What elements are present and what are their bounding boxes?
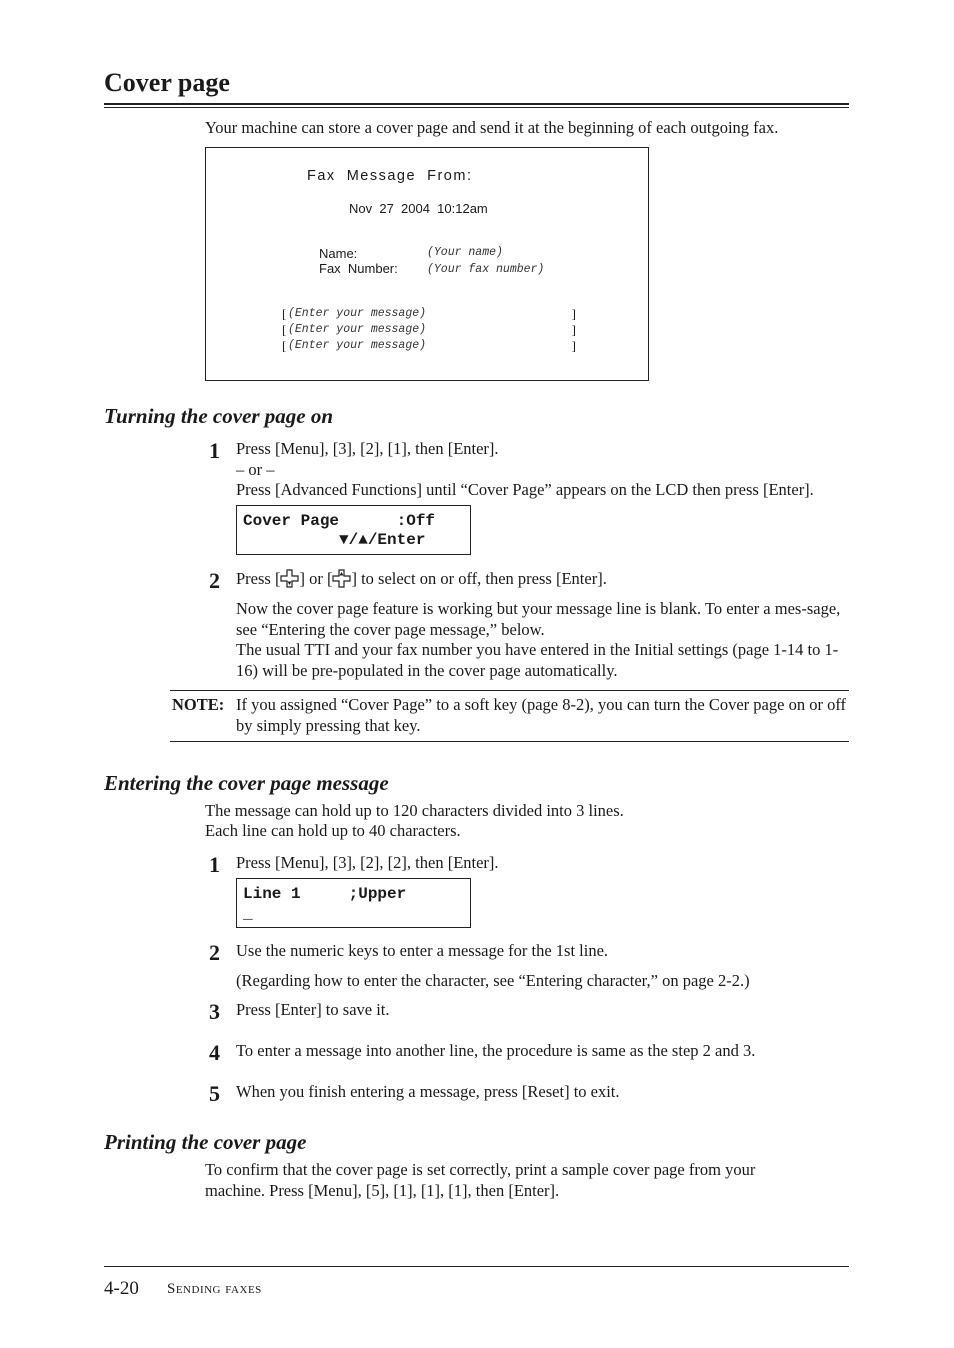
cover-message-line: [ (Enter your message) ] <box>282 322 576 337</box>
page-number: 4-20 <box>104 1278 139 1299</box>
section-heading-message: Entering the cover page message <box>104 771 389 795</box>
step-number: 1 <box>209 852 220 877</box>
step-text: Press [Menu], [3], [2], [2], then [Enter]. <box>236 853 499 872</box>
intro-text: Your machine can store a cover page and send it at the beginning of each outgoing fax. <box>205 118 779 137</box>
step-or: – or – <box>236 460 275 479</box>
section-intro: Each line can hold up to 40 characters. <box>205 821 461 840</box>
section-intro: The message can hold up to 120 characters divided into 3 lines. <box>205 801 624 820</box>
note-label: NOTE: <box>172 695 225 714</box>
cover-page-sample <box>205 147 649 381</box>
note-text: If you assigned “Cover Page” to a soft key (page 8-2), you can turn the Cover page on or off by simply pressing that key. <box>236 695 847 735</box>
step-text: Press [Advanced Functions] until “Cover Page” appears on the LCD then press [Enter]. <box>236 480 814 499</box>
cursor-key-up-icon <box>332 569 351 588</box>
note-rule-top <box>170 690 849 691</box>
step-subtext: (Regarding how to enter the character, see “Entering character,” on page 2-2.) <box>236 971 750 990</box>
cover-name-value: (Your name) <box>427 246 503 259</box>
step-number: 1 <box>209 438 220 463</box>
step-paragraph: Now the cover page feature is working but your message line is blank. To enter a mes-sage, see “Entering the cover page message,” below. <box>236 599 841 639</box>
step-paragraph: The usual TTI and your fax number you have entered in the Initial settings (page 1-14 to 1-16) will be pre-populated in the cover page automatically. <box>236 640 839 680</box>
cover-fax-value: (Your fax number) <box>427 263 545 276</box>
step-number: 4 <box>209 1040 220 1065</box>
page-title: Cover page <box>104 68 230 97</box>
step-number: 2 <box>209 568 220 593</box>
section-heading-print: Printing the cover page <box>104 1130 307 1154</box>
lcd-cursor: _ <box>243 905 253 923</box>
cover-message-line: [ (Enter your message) ] <box>282 306 576 321</box>
footer-rule <box>104 1266 849 1267</box>
step-text: When you finish entering a message, press [Reset] to exit. <box>236 1082 620 1101</box>
cover-message-line: [ (Enter your message) ] <box>282 338 576 353</box>
footer-section: Sending faxes <box>167 1281 262 1297</box>
lcd-display <box>236 505 471 555</box>
step-number: 2 <box>209 940 220 965</box>
cursor-key-down-icon <box>280 569 299 588</box>
cover-name-label: Name: <box>319 246 358 261</box>
title-rule-thin <box>104 107 849 108</box>
cover-fax-label: Fax Number: <box>319 261 398 276</box>
step-text: Press [Menu], [3], [2], [1], then [Enter]. <box>236 439 499 458</box>
step-number: 5 <box>209 1081 220 1106</box>
lcd-line: Line 1 ;Upper <box>243 885 407 903</box>
title-rule <box>104 103 849 105</box>
section-text: machine. Press [Menu], [5], [1], [1], [1], then [Enter]. <box>205 1181 560 1200</box>
note-rule-bottom <box>170 741 849 742</box>
section-heading-turn-on: Turning the cover page on <box>104 404 334 428</box>
lcd-display <box>236 878 471 928</box>
cover-heading: Fax Message From: <box>307 168 473 184</box>
lcd-line: Cover Page :Off <box>243 512 436 530</box>
step-text: Use the numeric keys to enter a message for the 1st line. <box>236 941 609 960</box>
step-text-keys: Press [ ] or [ ] to select on or off, then press [Enter]. <box>236 569 607 588</box>
section-text: To confirm that the cover page is set correctly, print a sample cover page from your <box>205 1160 756 1179</box>
step-number: 3 <box>209 999 220 1024</box>
lcd-line: ▼/▲/Enter <box>243 531 426 549</box>
step-text: To enter a message into another line, the procedure is same as the step 2 and 3. <box>236 1041 756 1060</box>
step-text: Press [Enter] to save it. <box>236 1000 390 1019</box>
cover-date: Nov 27 2004 10:12am <box>349 201 488 216</box>
